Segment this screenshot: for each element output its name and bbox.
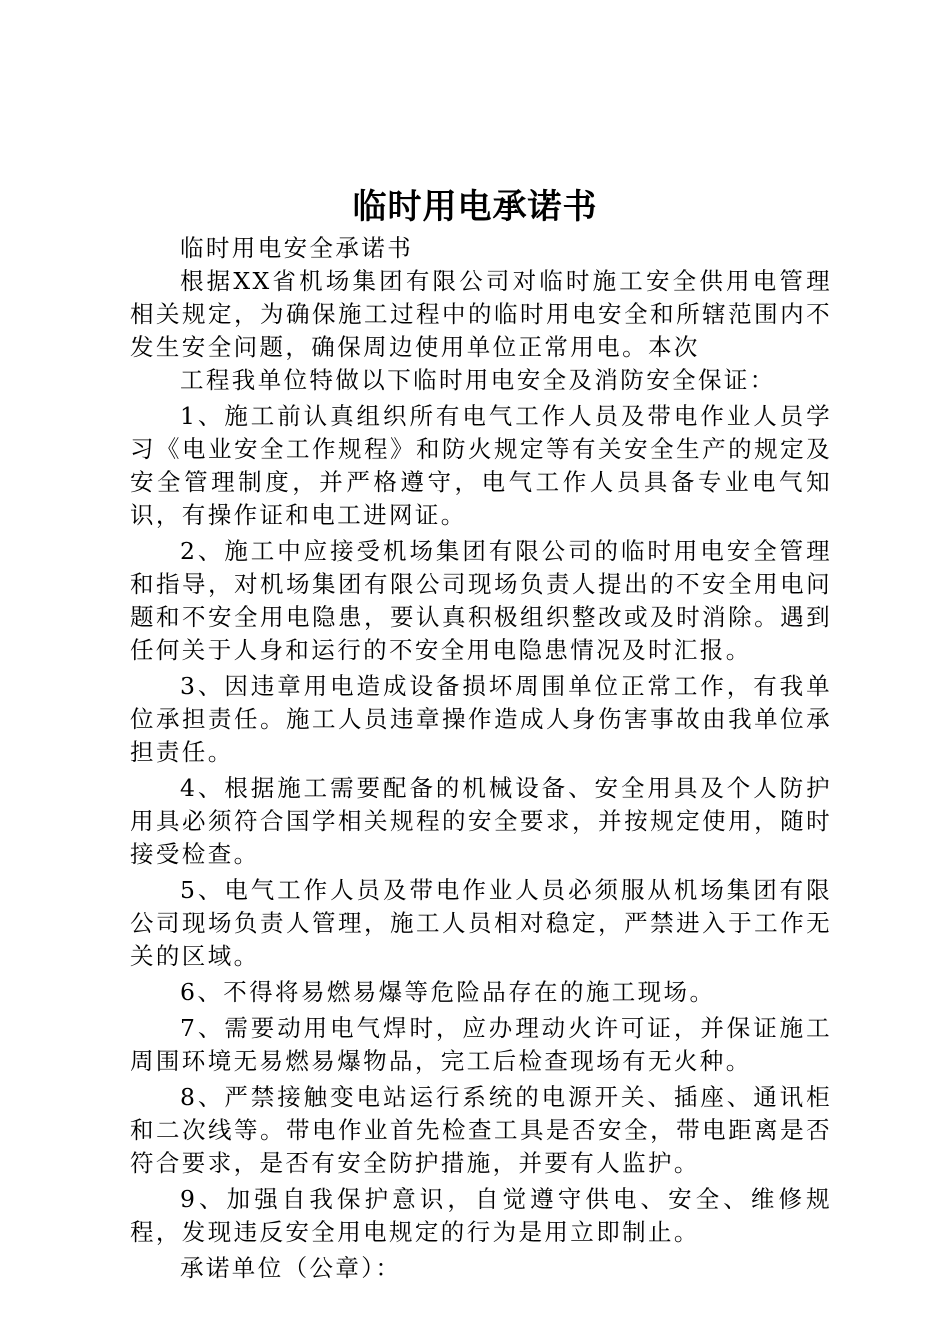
document-subtitle: 临时用电安全承诺书	[180, 234, 414, 262]
document-title: 临时用电承诺书	[352, 187, 598, 227]
commitment-item-9: 9、加强自我保护意识，自觉遵守供电、安全、维修规程，发现违反安全用电规定的行为是用立即制止。	[130, 1185, 832, 1246]
commitment-item-3: 3、因违章用电造成设备损坏周围单位正常工作，有我单位承担责任。施工人员违章操作造成人身伤害事故由我单位承担责任。	[130, 672, 832, 766]
commitment-item-4: 4、根据施工需要配备的机械设备、安全用具及个人防护用具必须符合国学相关规程的安全要求，并按规定使用，随时接受检查。	[130, 774, 832, 868]
document-body	[130, 232, 832, 1288]
signature-label: 承诺单位（公章）：	[180, 1254, 402, 1282]
lead-paragraph: 工程我单位特做以下临时用电安全及消防安全保证：	[180, 366, 776, 394]
commitment-item-2: 2、施工中应接受机场集团有限公司的临时用电安全管理和指导，对机场集团有限公司现场负责人提出的不安全用电问题和不安全用电隐患，要认真积极组织整改或及时消除。遇到任何关于人身和运行的不安全用电隐患情况及时汇报。	[130, 537, 832, 664]
commitment-item-6: 6、不得将易燃易爆等危险品存在的施工现场。	[180, 978, 716, 1006]
intro-paragraph: 根据XX省机场集团有限公司对临时施工安全供用电管理相关规定，为确保施工过程中的临时用电安全和所辖范围内不发生安全问题，确保周边使用单位正常用电。本次	[130, 267, 832, 361]
commitment-item-8: 8、严禁接触变电站运行系统的电源开关、插座、通讯柜和二次线等。带电作业首先检查工具是否安全，带电距离是否符合要求，是否有安全防护措施，并要有人监护。	[130, 1083, 832, 1177]
commitment-item-5: 5、电气工作人员及带电作业人员必须服从机场集团有限公司现场负责人管理，施工人员相对稳定，严禁进入于工作无关的区域。	[130, 876, 832, 970]
commitment-item-1: 1、施工前认真组织所有电气工作人员及带电作业人员学习《电业安全工作规程》和防火规定等有关安全生产的规定及安全管理制度，并严格遵守，电气工作人员具备专业电气知识，有操作证和电工进网证。	[130, 402, 832, 529]
commitment-item-7: 7、需要动用电气焊时，应办理动火许可证，并保证施工周围环境无易燃易爆物品，完工后检查现场有无火种。	[130, 1014, 832, 1075]
